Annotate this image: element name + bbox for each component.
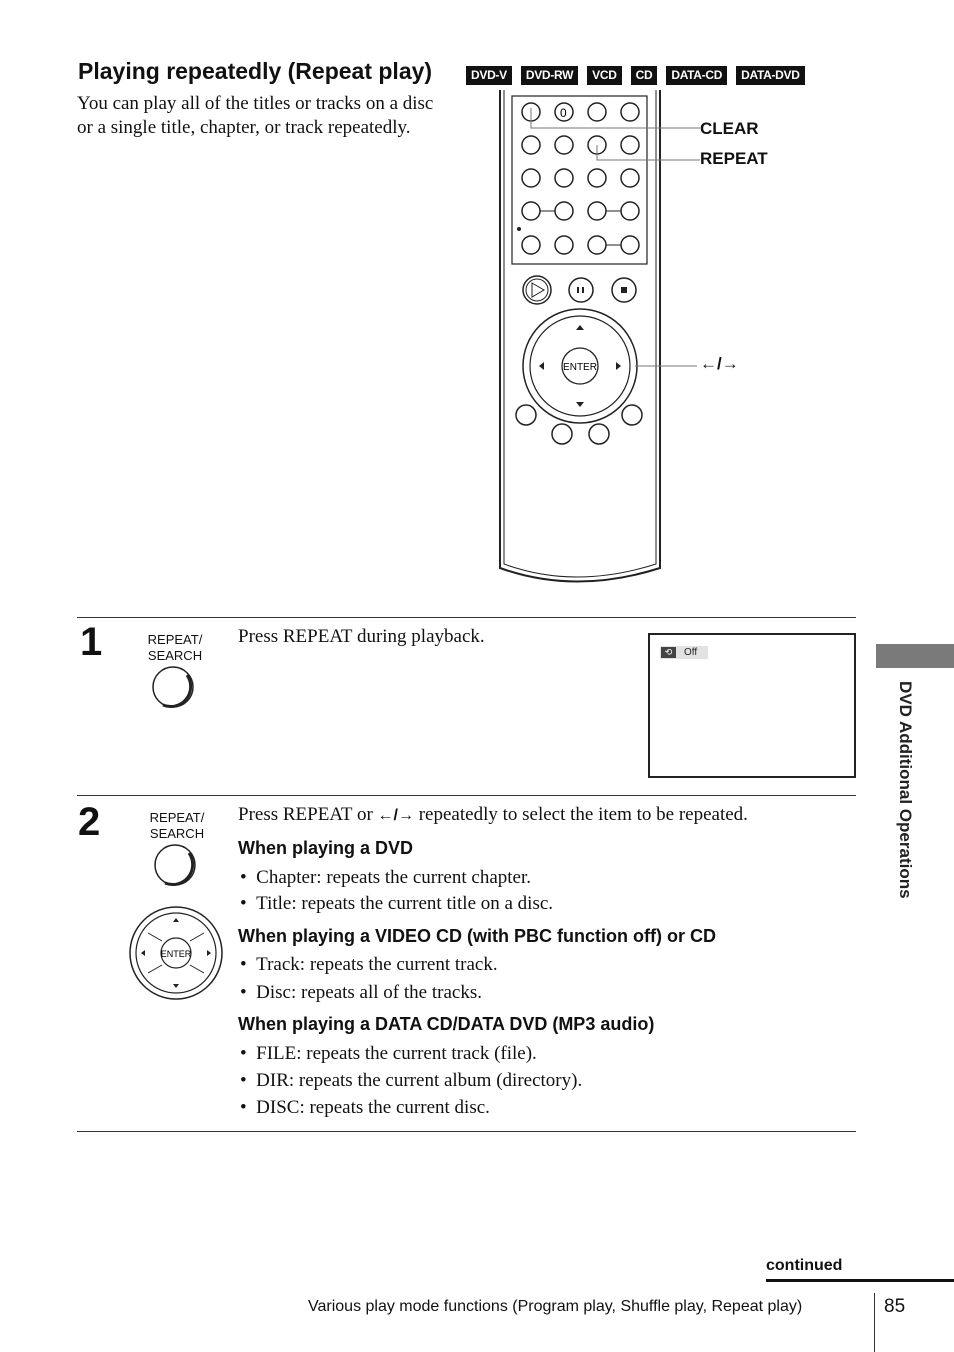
divider — [77, 795, 856, 796]
badge-dvd-v: DVD-V — [466, 66, 512, 85]
list-item-text: Disc: repeats all of the tracks. — [256, 982, 482, 1003]
section-heading-dvd: When playing a DVD — [238, 838, 414, 858]
step-1-button-label-line-2: SEARCH — [147, 648, 203, 663]
divider — [77, 1131, 856, 1132]
list-item: • DISC: repeats the current disc. — [240, 1097, 490, 1118]
badge-data-dvd: DATA-DVD — [736, 66, 804, 85]
step-2-button-label-line-2: SEARCH — [149, 826, 205, 841]
intro-paragraph: You can play all of the titles or tracks on a disc or a single title, chapter, or track repeatedly. — [77, 93, 434, 138]
arrow-keys-icon: ←/→ — [377, 807, 414, 824]
list-item-text: FILE: repeats the current track (file). — [256, 1043, 537, 1064]
list-item: • DIR: repeats the current album (directory). — [240, 1070, 583, 1091]
section-heading-data: When playing a DATA CD/DATA DVD (MP3 audio) — [238, 1014, 655, 1034]
list-item-text: Chapter: repeats the current chapter. — [256, 867, 531, 888]
list-item: • FILE: repeats the current track (file). — [240, 1043, 537, 1064]
step-2-button-label-line-1: REPEAT/ — [149, 810, 205, 825]
divider — [77, 617, 856, 618]
step-2-number: 2 — [78, 800, 101, 844]
repeat-icon: ⟲ — [661, 647, 676, 658]
enter-dpad-icon — [128, 905, 226, 1003]
section-heading-vcd-cd: When playing a VIDEO CD (with PBC function off) or CD — [238, 926, 716, 946]
badge-data-cd: DATA-CD — [666, 66, 727, 85]
osd-screen — [648, 633, 856, 778]
callout-arrows: ←/→ — [700, 354, 739, 373]
list-item: • Chapter: repeats the current chapter. — [240, 867, 531, 888]
list-item-text: DISC: repeats the current disc. — [256, 1097, 490, 1118]
dpad-enter-label: ENTER — [160, 949, 192, 959]
step-1-button-label — [135, 632, 215, 664]
side-tab-label: DVD Additional Operations — [896, 681, 915, 899]
list-item: • Title: repeats the current title on a disc. — [240, 893, 554, 914]
list-item-text: Title: repeats the current title on a disc. — [256, 893, 554, 914]
badge-dvd-rw: DVD-RW — [521, 66, 578, 85]
remote-enter-label: ENTER — [563, 362, 597, 373]
step-2-text — [238, 803, 748, 828]
list-item-text: DIR: repeats the current album (directory). — [256, 1070, 583, 1091]
repeat-search-button-icon — [151, 665, 197, 711]
side-tab-marker — [876, 644, 954, 668]
badge-cd: CD — [631, 66, 658, 85]
osd-repeat-indicator — [660, 646, 708, 659]
zero-key-label: 0 — [560, 106, 567, 120]
step-2-text-after: repeatedly to select the item to be repeated. — [413, 804, 748, 825]
remote-control-illustration — [490, 90, 690, 590]
repeat-search-button-icon — [153, 843, 199, 889]
page-number: 85 — [884, 1296, 906, 1317]
callout-clear: CLEAR — [700, 119, 759, 138]
footer-text: Various play mode functions (Program play, Shuffle play, Repeat play) — [308, 1298, 803, 1315]
footer-separator — [874, 1293, 875, 1352]
list-item: • Track: repeats the current track. — [240, 954, 498, 975]
osd-repeat-value: Off — [684, 647, 698, 658]
step-1-number: 1 — [80, 620, 103, 664]
list-item: • Disc: repeats all of the tracks. — [240, 982, 482, 1003]
step-1-text: Press REPEAT during playback. — [238, 626, 485, 647]
list-item-text: Track: repeats the current track. — [256, 954, 498, 975]
page-title: Playing repeatedly (Repeat play) — [78, 58, 433, 84]
step-2-text-before: Press REPEAT or — [238, 804, 378, 825]
disc-type-badges — [466, 66, 805, 85]
callout-repeat: REPEAT — [700, 149, 768, 168]
badge-vcd: VCD — [587, 66, 621, 85]
continued-rule — [766, 1279, 954, 1282]
continued-label: continued — [766, 1257, 843, 1274]
step-1-button-label-line-1: REPEAT/ — [147, 632, 203, 647]
step-2-button-label — [137, 810, 217, 842]
